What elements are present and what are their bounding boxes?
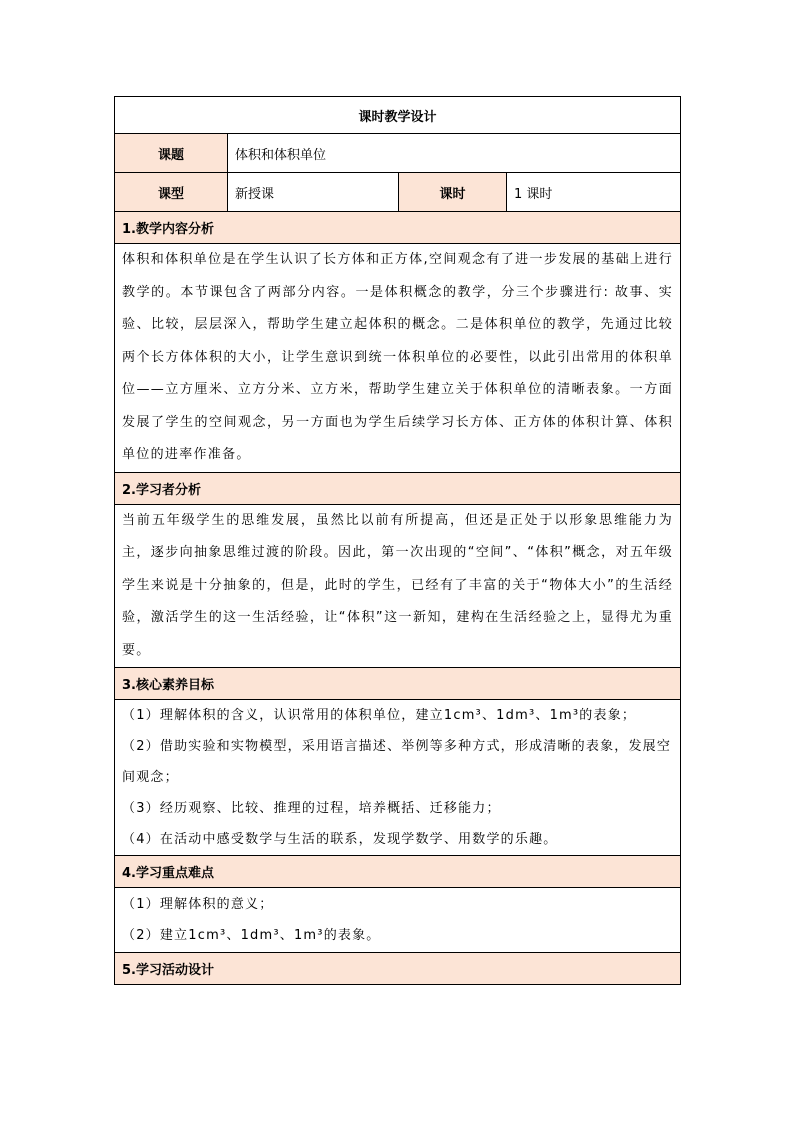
section-heading-activities: 5.学习活动设计	[115, 953, 681, 985]
lesson-plan-table	[114, 96, 681, 985]
goal-item: （2）借助实验和实物模型，采用语言描述、举例等多种方式，形成清晰的表象，发展空间观念；	[122, 739, 672, 785]
period-label: 课时	[399, 173, 507, 212]
goal-item: （3）经历观察、比较、推理的过程，培养概括、迁移能力；	[122, 801, 501, 816]
section-heading-learner-analysis: 2.学习者分析	[115, 472, 681, 504]
content-analysis-text: 体积和体积单位是在学生认识了长方体和正方体,空间观念有了进一步发展的基础上进行教学的。本节课包含了两部分内容。一是体积概念的教学，分三个步骤进行: 故事、实验、比较，层层深入，帮助学生建立起体积的概念。二是体积单位的教学，先通过比较两个长方体体积的大小，让学生意识到统一体积单位的必要性，以此引出常用的体积单位——立方厘米、立方分米、立方米，帮助学生建立关于体积单位的清晰表象。一方面发展了学生的空间观念，另一方面也为学生后续学习长方体、正方体的体积计算、体积单位的进率作准备。	[115, 244, 681, 473]
key-point-item: （2）建立1cm³、1dm³、1m³的表象。	[122, 928, 381, 943]
lesson-type-value: 新授课	[228, 173, 399, 212]
section-heading-key-points: 4.学习重点难点	[115, 856, 681, 888]
document-title: 课时教学设计	[115, 97, 681, 134]
period-value: 1 课时	[507, 173, 681, 212]
goal-item: （1）理解体积的含义，认识常用的体积单位，建立1cm³、1dm³、1m³的表象；	[122, 708, 637, 723]
key-point-item: （1）理解体积的意义；	[122, 897, 274, 912]
goal-item: （4）在活动中感受数学与生活的联系，发现学数学、用数学的乐趣。	[122, 832, 558, 847]
key-points-list	[115, 888, 681, 953]
section-heading-goals: 3.核心素养目标	[115, 668, 681, 700]
topic-label: 课题	[115, 134, 228, 173]
goals-list	[115, 700, 681, 856]
section-heading-content-analysis: 1.教学内容分析	[115, 212, 681, 244]
lesson-type-label: 课型	[115, 173, 228, 212]
learner-analysis-text: 当前五年级学生的思维发展，虽然比以前有所提高，但还是正处于以形象思维能力为主，逐步向抽象思维过渡的阶段。因此，第一次出现的“空间”、“体积”概念，对五年级学生来说是十分抽象的，但是，此时的学生，已经有了丰富的关于“物体大小”的生活经验，激活学生的这一生活经验，让“体积”这一新知，建构在生活经验之上，显得尤为重要。	[115, 504, 681, 668]
topic-value: 体积和体积单位	[228, 134, 681, 173]
lesson-plan-document	[114, 96, 680, 985]
